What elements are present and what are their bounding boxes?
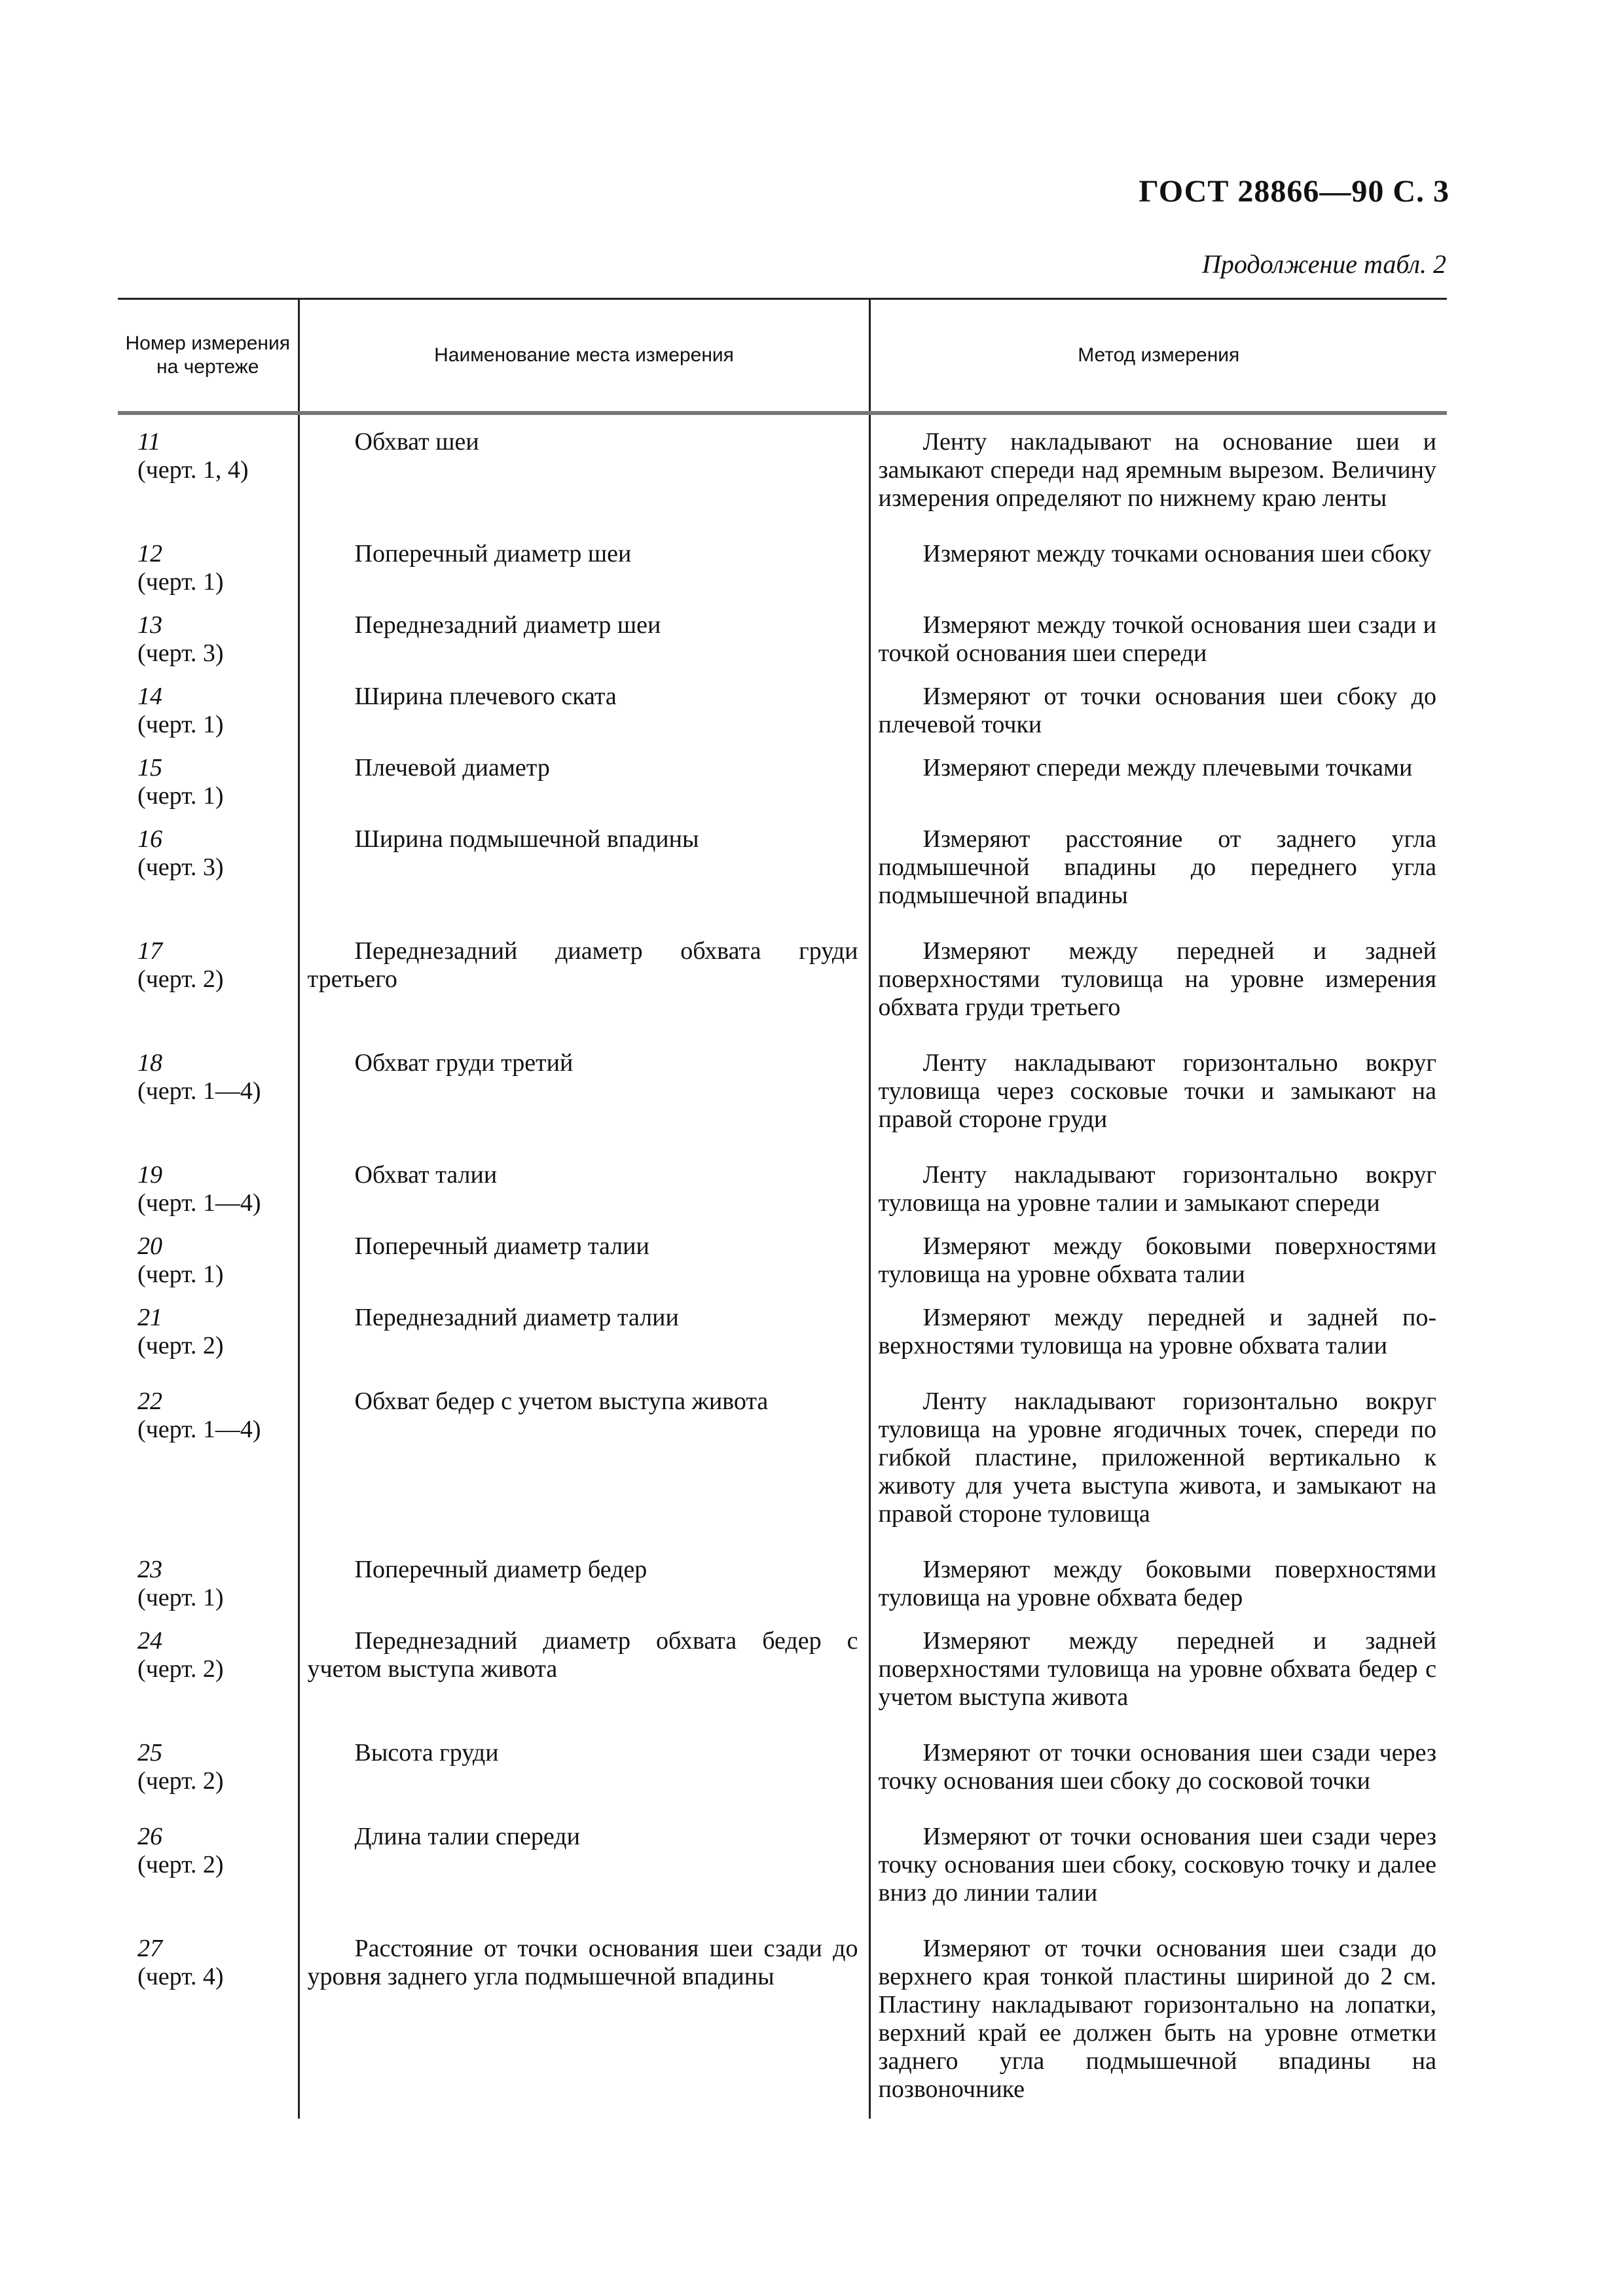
table-row <box>118 1935 1447 2119</box>
measurement-number: 15 <box>137 754 162 781</box>
measurement-number-cell <box>118 1049 299 1161</box>
drawing-reference: (черт. 1—4) <box>137 1189 261 1217</box>
measurement-place: Плечевой диаметр <box>299 754 869 825</box>
drawing-reference: (черт. 2) <box>137 1655 224 1683</box>
measurement-place: Переднезадний диаметр шеи <box>299 611 869 683</box>
measurement-method: Ленту накладывают горизонтально вокруг туловища на уровне талии и замыкают спереди <box>869 1161 1447 1232</box>
measurement-number: 21 <box>137 1304 162 1331</box>
measurement-place: Ширина подмышечной впадины <box>299 825 869 937</box>
measurement-place: Переднезадний диаметр талии <box>299 1304 869 1388</box>
measurement-number-cell <box>118 1823 299 1935</box>
measurement-method: Измеряют от точки основания шеи сзади через точку основания шеи сбоку до сосковой точки <box>869 1739 1447 1823</box>
drawing-reference: (черт. 2) <box>137 1332 224 1359</box>
drawing-reference: (черт. 1) <box>137 711 224 738</box>
measurement-number: 27 <box>137 1935 162 1962</box>
measurement-number: 22 <box>137 1388 162 1415</box>
drawing-reference: (черт. 1—4) <box>137 1416 261 1443</box>
table-row <box>118 1304 1447 1388</box>
drawing-reference: (черт. 4) <box>137 1963 224 1990</box>
measurement-number-cell <box>118 1232 299 1304</box>
drawing-reference: (черт. 3) <box>137 639 224 667</box>
measurement-method: Измеряют от точки основания шеи сзади до верхнего края тонкой пластины шириной до 2 см. Пластину накладывают горизонтально на лопатки, верхний край ее должен быть на уровне отметки заднего угла подмышечной впадины на позвоночнике <box>869 1935 1447 2119</box>
measurement-place: Поперечный диаметр шеи <box>299 540 869 611</box>
measurement-place: Поперечный диаметр талии <box>299 1232 869 1304</box>
measurement-place: Обхват талии <box>299 1161 869 1232</box>
measurement-place: Длина талии спереди <box>299 1823 869 1935</box>
table-continuation-label: Продолжение табл. 2 <box>1201 249 1446 279</box>
drawing-reference: (черт. 1, 4) <box>137 456 249 484</box>
column-header-method: Метод измерения <box>869 299 1447 414</box>
measurement-place: Расстояние от точки основания шеи сзади до уровня заднего угла подмышечной впадины <box>299 1935 869 2119</box>
measurement-number: 19 <box>137 1161 162 1189</box>
measurement-number-cell <box>118 1627 299 1739</box>
measurement-number: 26 <box>137 1823 162 1850</box>
measurement-place: Обхват шеи <box>299 413 869 540</box>
table-row <box>118 825 1447 937</box>
measurement-number-cell <box>118 1739 299 1823</box>
measurement-number-cell <box>118 611 299 683</box>
measurement-number-cell <box>118 1388 299 1556</box>
measurement-method: Ленту накладывают горизонтально вокруг туловища на уровне ягодичных точек, спереди по гибкой пластине, приложенной вертикально к животу для учета выступа живота, и замыкают на правой стороне туловища <box>869 1388 1447 1556</box>
measurement-method: Измеряют спереди между плечевыми точками <box>869 754 1447 825</box>
measurement-number-cell <box>118 683 299 754</box>
measurement-number: 17 <box>137 937 162 965</box>
table-row <box>118 611 1447 683</box>
measurement-method: Измеряют между боковыми поверхностями туловища на уровне обхвата бедер <box>869 1556 1447 1627</box>
drawing-reference: (черт. 2) <box>137 1851 224 1878</box>
table-row <box>118 1627 1447 1739</box>
table-row <box>118 683 1447 754</box>
table-row <box>118 1388 1447 1556</box>
drawing-reference: (черт. 1) <box>137 1261 224 1288</box>
table-row <box>118 754 1447 825</box>
table-row <box>118 1161 1447 1232</box>
measurement-number-cell <box>118 937 299 1049</box>
measurement-method: Измеряют между точками основания шеи сбоку <box>869 540 1447 611</box>
measurement-method: Измеряют расстояние от заднего угла подмышечной впадины до переднего угла подмышечной впадины <box>869 825 1447 937</box>
measurement-method: Измеряют от точки основания шеи сбоку до плечевой точки <box>869 683 1447 754</box>
table-row <box>118 1049 1447 1161</box>
table-row <box>118 1739 1447 1823</box>
measurement-number: 18 <box>137 1049 162 1077</box>
measurement-place: Обхват груди третий <box>299 1049 869 1161</box>
measurement-number-cell <box>118 1161 299 1232</box>
measurement-number: 25 <box>137 1739 162 1767</box>
measurement-place: Высота груди <box>299 1739 869 1823</box>
measurement-method: Измеряют между точкой основания шеи сзади и точкой основания шеи спереди <box>869 611 1447 683</box>
column-header-number: Номер измерения на чертеже <box>118 299 299 414</box>
drawing-reference: (черт. 1) <box>137 568 224 596</box>
table-row <box>118 413 1447 540</box>
table-row <box>118 1556 1447 1627</box>
measurement-place: Обхват бедер с учетом выступа живота <box>299 1388 869 1556</box>
measurement-place: Переднезадний диаметр обхвата груди третьего <box>299 937 869 1049</box>
measurement-number: 24 <box>137 1627 162 1655</box>
drawing-reference: (черт. 2) <box>137 965 224 993</box>
drawing-reference: (черт. 1) <box>137 782 224 810</box>
measurement-method: Ленту накладывают горизонтально вокруг туловища через сосковые точки и замыкают на правой стороне груди <box>869 1049 1447 1161</box>
measurement-number: 14 <box>137 683 162 710</box>
drawing-reference: (черт. 1) <box>137 1584 224 1611</box>
measurement-number-cell <box>118 825 299 937</box>
measurement-number-cell <box>118 1556 299 1627</box>
table-row <box>118 937 1447 1049</box>
measurement-method: Измеряют между передней и задней поверхностями туловища на уровне обхвата талии <box>869 1304 1447 1388</box>
measurement-place: Переднезадний диаметр обхвата бедер с учетом выступа живота <box>299 1627 869 1739</box>
measurement-method: Измеряют между передней и задней поверхностями туловища на уровне измерения обхвата груди третьего <box>869 937 1447 1049</box>
measurement-method: Измеряют между передней и задней поверхностями туловища на уровне обхвата бедер с учетом выступа живота <box>869 1627 1447 1739</box>
measurement-method: Ленту накладывают на основание шеи и замыкают спереди над яремным вырезом. Величину измерения определяют по нижнему краю ленты <box>869 413 1447 540</box>
table-header-row <box>118 299 1447 414</box>
measurement-number-cell <box>118 1304 299 1388</box>
measurement-place: Ширина плечевого ската <box>299 683 869 754</box>
measurement-number-cell <box>118 754 299 825</box>
measurement-number: 13 <box>137 611 162 639</box>
measurement-number: 12 <box>137 540 162 567</box>
measurement-number: 23 <box>137 1556 162 1583</box>
drawing-reference: (черт. 3) <box>137 853 224 881</box>
measurement-number-cell <box>118 1935 299 2119</box>
measurement-number: 11 <box>137 428 161 456</box>
measurement-number: 20 <box>137 1232 162 1260</box>
measurement-method: Измеряют от точки основания шеи сзади через точку основания шеи сбоку, сосковую точку и далее вниз до линии талии <box>869 1823 1447 1935</box>
table-row <box>118 1232 1447 1304</box>
measurements-table <box>118 298 1447 2119</box>
column-header-name: Наименование места измерения <box>299 299 869 414</box>
document-header: ГОСТ 28866—90 С. 3 <box>1139 174 1450 209</box>
measurement-method: Измеряют между боковыми поверхностями туловища на уровне обхвата талии <box>869 1232 1447 1304</box>
table-row <box>118 1823 1447 1935</box>
drawing-reference: (черт. 1—4) <box>137 1077 261 1105</box>
measurement-number-cell <box>118 413 299 540</box>
table-row <box>118 540 1447 611</box>
drawing-reference: (черт. 2) <box>137 1767 224 1795</box>
measurement-number-cell <box>118 540 299 611</box>
measurement-place: Поперечный диаметр бедер <box>299 1556 869 1627</box>
measurement-number: 16 <box>137 825 162 853</box>
